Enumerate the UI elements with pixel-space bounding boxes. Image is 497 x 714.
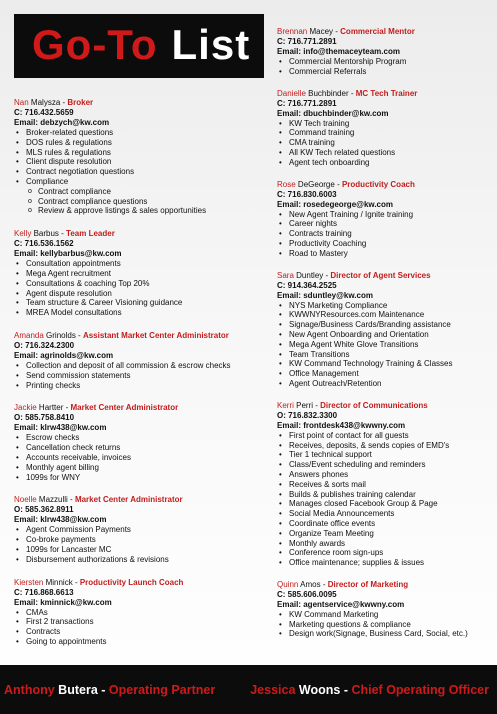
contact-first-name: Rose <box>277 179 296 189</box>
duty-item: • KWWNYResources.com Maintenance <box>289 310 492 320</box>
duty-list <box>277 57 492 77</box>
duty-item: • Social Media Announcements <box>289 509 492 519</box>
duty-item: • KW Tech training <box>289 119 492 129</box>
duty-list <box>14 128 269 216</box>
contact-detail-line: Email: klrw438@kw.com <box>14 423 107 433</box>
contact-detail-line: O: 585.362.8911 <box>14 505 74 515</box>
contact-detail-line: C: 716.771.2891 <box>277 37 337 46</box>
contact-role: Director of Marketing <box>327 579 409 589</box>
contact-card <box>277 271 492 389</box>
duty-item: • Consultation appointments <box>26 259 269 269</box>
contact-last-name: Duntley <box>296 270 324 280</box>
contact-detail-line: C: 716.868.6613 <box>14 587 74 597</box>
duty-item: • Co-broke payments <box>26 535 269 545</box>
duty-item: • KW Command Marketing <box>289 610 492 620</box>
contact-detail-line: O: 585.758.8410 <box>14 413 75 423</box>
duty-item: • NYS Marketing Compliance <box>289 301 492 311</box>
contact-role: Team Leader <box>66 229 115 239</box>
duty-list <box>277 431 492 568</box>
duty-item: • CMA training <box>289 138 492 148</box>
contact-detail-line: Email: debzych@kw.com <box>14 118 110 127</box>
duty-item: • Agent Commission Payments <box>26 525 269 535</box>
contact-card <box>14 495 269 564</box>
duty-list <box>277 119 492 168</box>
duty-item: • All KW Tech related questions <box>289 148 492 158</box>
contact-heading: Kelly Barbus - Team Leader <box>14 229 115 239</box>
contact-first-name: Brennan <box>277 27 308 36</box>
duty-item: • Answers phones <box>289 470 492 480</box>
duty-item: • Accounts receivable, invoices <box>26 453 269 463</box>
duty-item: • Career nights <box>289 219 492 229</box>
duty-item: • Cancellation check returns <box>26 443 269 453</box>
contact-detail-line: Email: kellybarbus@kw.com <box>14 249 122 259</box>
duty-list <box>14 525 269 564</box>
contact-card <box>14 331 269 390</box>
footer-left-last-name: Butera <box>58 682 98 697</box>
contact-heading: Quinn Amos - Director of Marketing <box>277 579 409 589</box>
contact-first-name: Nan <box>14 98 29 107</box>
contact-card <box>14 403 269 482</box>
duty-list <box>277 210 492 259</box>
duty-item: • Marketing questions & compliance <box>289 620 492 630</box>
contact-role: Market Center Administrator <box>74 495 183 505</box>
duty-item: • Agent dispute resolution <box>26 289 269 299</box>
contact-first-name: Danielle <box>277 88 306 98</box>
duty-item: • Agent Outreach/Retention <box>289 379 492 389</box>
duty-item: • Tier 1 technical support <box>289 450 492 460</box>
duty-item: • Printing checks <box>26 381 269 391</box>
contact-detail-line: Email: agrinolds@kw.com <box>14 350 114 360</box>
contact-last-name: Mazzulli <box>38 495 68 505</box>
duty-item: • Monthly awards <box>289 539 492 549</box>
contact-first-name: Sara <box>277 270 294 280</box>
footer-right-person: Jessica Woons - Chief Operating Officer <box>250 682 489 697</box>
footer-right-first-name: Jessica <box>250 682 296 697</box>
contact-first-name: Amanda <box>14 330 44 340</box>
duty-item: • 1099s for Lancaster MC <box>26 545 269 555</box>
duty-item: • Coordinate office events <box>289 519 492 529</box>
duty-item: • Team structure & Career Visioning guidance <box>26 298 269 308</box>
duty-item: • Agent tech onboarding <box>289 158 492 168</box>
contact-card <box>277 180 492 259</box>
duty-item: • First 2 transactions <box>26 617 269 627</box>
duty-item: • Team Transitions <box>289 350 492 360</box>
duty-item: • Class/Event scheduling and reminders <box>289 460 492 470</box>
right-column <box>277 27 492 639</box>
contact-heading: Sara Duntley - Director of Agent Services <box>277 270 431 280</box>
contact-role: Broker <box>67 98 94 107</box>
duty-list <box>277 610 492 639</box>
duty-subitem: o Contract compliance questions <box>38 197 269 207</box>
contact-last-name: Barbus <box>33 229 59 239</box>
duty-list <box>14 361 269 390</box>
duty-list <box>14 608 269 647</box>
contact-card <box>277 401 492 568</box>
footer-left-role: Operating Partner <box>108 682 216 697</box>
contact-detail-line: Email: kminnick@kw.com <box>14 597 112 607</box>
contact-last-name: Buchbinder <box>308 88 349 98</box>
contact-role: Commercial Mentor <box>340 27 415 36</box>
duty-item: • Receives, deposits, & sends copies of EMD's <box>289 441 492 451</box>
duty-subitem: o Contract compliance <box>38 187 269 197</box>
duty-list <box>277 301 492 389</box>
footer-right-last-name: Woons <box>298 682 341 697</box>
duty-item: • Builds & publishes training calendar <box>289 490 492 500</box>
duty-item: • First point of contact for all guests <box>289 431 492 441</box>
duty-item: • Office maintenance; supplies & issues <box>289 558 492 568</box>
contact-heading: Kiersten Minnick - Productivity Launch Coach <box>14 577 184 587</box>
contact-detail-line: O: 716.832.3300 <box>277 410 338 420</box>
contact-detail-line: Email: rosedegeorge@kw.com <box>277 199 393 209</box>
contact-last-name: Grinolds <box>46 330 76 340</box>
contact-detail-line: Email: frontdesk438@kwwny.com <box>277 420 406 430</box>
contact-card <box>277 27 492 77</box>
duty-item: • New Agent Training / Ignite training <box>289 210 492 220</box>
duty-list <box>14 433 269 482</box>
duty-item: • Mega Agent White Glove Transitions <box>289 340 492 350</box>
title-word-go-to: Go-To <box>32 21 158 68</box>
duty-item: • Productivity Coaching <box>289 239 492 249</box>
contact-heading: Noelle Mazzulli - Market Center Administrator <box>14 495 183 505</box>
duty-item: • MLS rules & regulations <box>26 148 269 158</box>
contact-card <box>277 580 492 639</box>
contact-first-name: Quinn <box>277 579 299 589</box>
contact-last-name: Perri <box>296 400 314 410</box>
duty-item: • New Agent Onboarding and Orientation <box>289 330 492 340</box>
duty-item: • MREA Model consultations <box>26 308 269 318</box>
contact-role: Director of Communications <box>320 400 428 410</box>
contact-heading: Rose DeGeorge - Productivity Coach <box>277 179 415 189</box>
footer-left-person: Anthony Butera - Operating Partner <box>4 682 216 697</box>
duty-item: • Commercial Referrals <box>289 67 492 77</box>
contact-heading: Kerri Perri - Director of Communications <box>277 400 428 410</box>
duty-item: • Broker-related questions <box>26 128 269 138</box>
duty-item: • Mega Agent recruitment <box>26 269 269 279</box>
duty-item: • Command training <box>289 128 492 138</box>
contact-detail-line: C: 914.364.2525 <box>277 280 337 290</box>
contact-detail-line: C: 585.606.0095 <box>277 589 337 599</box>
contact-heading: Amanda Grinolds - Assistant Market Center Administrator <box>14 330 229 340</box>
contact-role: Assistant Market Center Administrator <box>82 330 229 340</box>
contact-role: Productivity Coach <box>341 179 415 189</box>
contact-card <box>14 229 269 318</box>
contact-card <box>14 578 269 647</box>
contact-detail-line: Email: sduntley@kw.com <box>277 290 373 300</box>
duty-subitem: o Review & approve listings & sales opportunities <box>38 206 269 216</box>
duty-item: • Consultations & coaching Top 20% <box>26 279 269 289</box>
contact-detail-line: Email: agentservice@kwwny.com <box>277 599 405 609</box>
duty-item: • 1099s for WNY <box>26 473 269 483</box>
duty-item: • CMAs <box>26 608 269 618</box>
contact-first-name: Kerri <box>277 400 294 410</box>
contact-detail-line: Email: dbuchbinder@kw.com <box>277 108 389 118</box>
contact-last-name: Minnick <box>45 577 73 587</box>
duty-item: • Commercial Mentorship Program <box>289 57 492 67</box>
footer-bar <box>0 665 497 714</box>
contact-detail-line: Email: info@themaceyteam.com <box>277 47 400 56</box>
footer-right-role: Chief Operating Officer <box>351 682 489 697</box>
duty-item: • DOS rules & regulations <box>26 138 269 148</box>
contact-card <box>14 98 269 216</box>
contact-heading: Danielle Buchbinder - MC Tech Trainer <box>277 88 418 98</box>
duty-item: • Signage/Business Cards/Branding assistance <box>289 320 492 330</box>
contact-last-name: Amos <box>300 579 321 589</box>
title-banner <box>14 14 264 78</box>
contact-role: MC Tech Trainer <box>355 88 418 98</box>
duty-item: • Escrow checks <box>26 433 269 443</box>
duty-item: • Receives & sorts mail <box>289 480 492 490</box>
duty-item: • Disbursement authorizations & revisions <box>26 555 269 565</box>
duty-item: • Going to appointments <box>26 637 269 647</box>
contact-first-name: Kiersten <box>14 577 44 587</box>
duty-item: • Client dispute resolution <box>26 157 269 167</box>
contact-detail-line: Email: klrw438@kw.com <box>14 515 107 525</box>
contact-detail-line: C: 716.432.5659 <box>14 108 74 117</box>
contact-last-name: Macey <box>309 27 334 36</box>
contact-first-name: Noelle <box>14 495 37 505</box>
contact-heading: Jackie Hartter - Market Center Administrator <box>14 403 179 413</box>
contact-first-name: Kelly <box>14 229 32 239</box>
duty-item: • Design work(Signage, Business Card, Social, etc.) <box>289 629 492 639</box>
contact-last-name: Malysza <box>30 98 61 107</box>
duty-item: • Contracts training <box>289 229 492 239</box>
duty-item: • Organize Team Meeting <box>289 529 492 539</box>
contact-first-name: Jackie <box>14 403 37 413</box>
duty-item: • Conference room sign-ups <box>289 548 492 558</box>
duty-item: • Send commission statements <box>26 371 269 381</box>
contact-card <box>277 89 492 168</box>
footer-left-first-name: Anthony <box>4 682 55 697</box>
contact-role: Director of Agent Services <box>330 270 431 280</box>
duty-item: • Manages closed Facebook Group & Page <box>289 499 492 509</box>
contact-detail-line: C: 716.830.6003 <box>277 189 337 199</box>
contact-role: Productivity Launch Coach <box>79 577 184 587</box>
contact-detail-line: O: 716.324.2300 <box>14 340 75 350</box>
contact-heading: Nan Malysza - Broker <box>14 98 94 107</box>
contact-last-name: DeGeorge <box>297 179 335 189</box>
contact-role: Market Center Administrator <box>70 403 179 413</box>
duty-item: • Office Management <box>289 369 492 379</box>
duty-item: • Collection and deposit of all commission & escrow checks <box>26 361 269 371</box>
page-title <box>32 18 264 72</box>
duty-item: • Road to Mastery <box>289 249 492 259</box>
title-word-list: List <box>171 21 251 68</box>
duty-item: • Compliance <box>26 177 269 187</box>
duty-item: • Monthly agent billing <box>26 463 269 473</box>
contact-detail-line: C: 716.536.1562 <box>14 239 74 249</box>
duty-item: • Contract negotiation questions <box>26 167 269 177</box>
left-column <box>14 98 269 647</box>
contact-detail-line: C: 716.771.2891 <box>277 98 337 108</box>
contact-heading: Brennan Macey - Commercial Mentor <box>277 27 415 36</box>
contact-last-name: Hartter <box>38 403 64 413</box>
duty-list <box>14 259 269 318</box>
duty-item: • Contracts <box>26 627 269 637</box>
duty-item: • KW Command Technology Training & Classes <box>289 359 492 369</box>
